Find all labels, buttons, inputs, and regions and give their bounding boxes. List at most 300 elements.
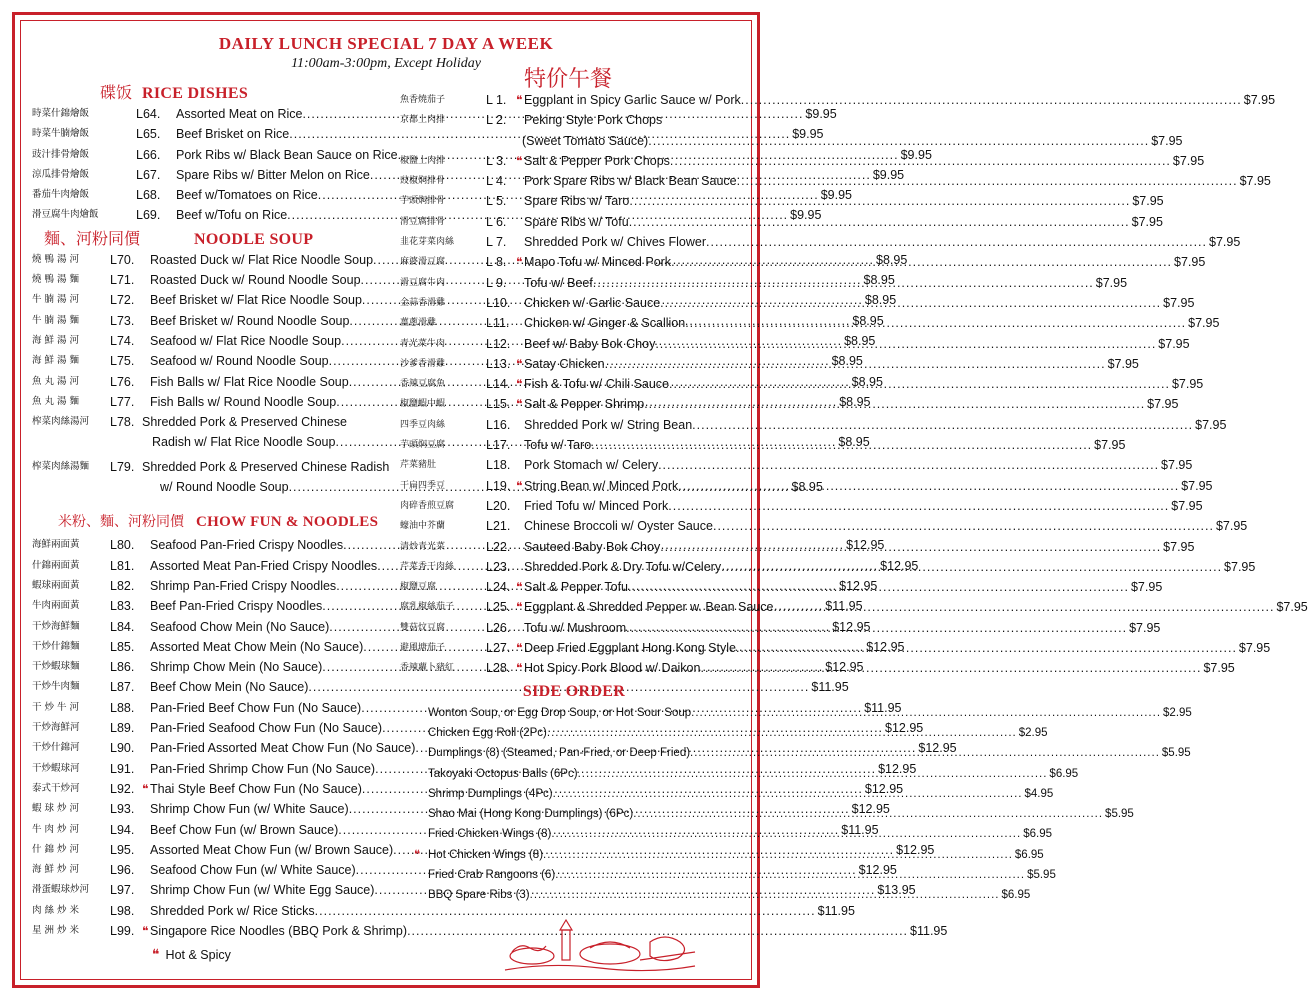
item-name [516,293,1161,313]
item-name [516,252,1172,272]
side-item-price: $6.95 [1023,828,1052,841]
menu-item[interactable] [400,415,1227,435]
item-cn: 蝦 球 炒 河 [32,803,80,815]
item-name-text: Salt & Pepper Tofu [524,580,629,595]
item-cn: 麻婆滑豆腐 [400,257,446,268]
item-cn: 涼瓜排骨燴飯 [32,168,90,180]
item-price: $7.95 [1107,356,1139,371]
item-code: L90. [110,741,135,756]
item-price: $12.95 [825,660,864,675]
item-cn: 韭花芽菜肉絲 [400,237,455,248]
item-name [516,618,1127,638]
item-name-text: Roasted Duck w/ Round Noodle Soup [150,273,361,288]
item-name-line2: (Sweet Tomato Sauce) ..... [522,131,1149,151]
side-item-name-text: Chicken Egg Roll (2Pc) [428,726,547,739]
item-price: $8.95 [844,333,876,348]
pepper-icon: ❝ [516,661,523,676]
item-price: $7.95 [1181,478,1213,493]
item-price: $13.95 [877,883,916,898]
item-name-text: Beef w/Tofu on Rice [176,208,288,223]
item-cn: 金蒜香滑雞 [400,297,446,308]
item-price: $7.95 [1095,275,1128,290]
side-item-name-text: Wonton Soup, or Egg Drop Soup, or Hot Sour Soup [428,706,692,719]
item-code: L69. [136,208,161,223]
item-cn: 芋頭焖豆腐 [400,440,446,451]
item-name-text: Fish Balls w/ Round Noodle Soup [150,394,337,409]
item-code: L15. [486,397,511,412]
menu-item[interactable] [400,496,1203,516]
side-item-price: $5.95 [1105,808,1134,821]
item-cn: 肉 絲 炒 米 [32,904,80,916]
item-code: L 6. [486,214,507,229]
item-name-text: Pan-Fried Beef Chow Fun (No Sauce) [150,700,362,715]
item-price: $7.95 [1171,498,1203,513]
item-name-text: Tofu w/ Mushroom [524,620,627,635]
item-name-text: Tofu w/ Taro [524,438,592,453]
item-price: $8.95 [852,313,884,328]
item-price: $7.95 [1172,153,1205,168]
menu-item[interactable] [32,457,390,477]
item-name [516,90,1242,110]
item-code: L 9. [486,275,507,290]
item-cn: 青光菜牛肉 [400,338,446,349]
item-name-text: Eggplant in Spicy Garlic Sauce w/ Pork [524,93,741,107]
menu-item[interactable] [32,921,948,941]
item-price: $11.95 [817,903,855,918]
item-name-text: Shredded Pork w/ String Bean [524,417,693,432]
item-price: $9.95 [790,208,822,223]
item-code: L76. [110,374,135,389]
item-cn: 魚香燒茄子 [400,95,446,105]
item-code: L24. [486,580,511,595]
side-item-name [428,804,1103,824]
noodle-section-title: NOODLE SOUP [194,230,314,248]
item-code: L85. [110,639,135,654]
item-cn: 清炒青光菜 [400,541,446,552]
item-name-text: Hot Spicy Pork Blood w/ Daikon [524,661,701,676]
pepper-icon: ❝ [516,153,523,168]
item-name-text: Fish Balls w/ Flat Rice Noodle Soup [150,374,349,389]
noodle-section-cn: 麵、河粉同價 [44,228,141,248]
item-cn: 榨菜肉絲湯麵 [32,460,90,472]
item-name [516,354,1106,374]
item-code: L93. [110,802,135,817]
item-price: $12.95 [880,558,919,573]
item-code: L83. [110,599,135,614]
item-price: $9.95 [792,127,824,142]
pepper-icon: ❝ [516,580,523,595]
item-price: $12.95 [866,639,905,654]
item-code: L84. [110,619,135,634]
item-cn: 干炒什錦麵 [32,640,80,652]
item-cn: 榨菜肉絲湯河 [32,416,90,428]
item-price: $11.95 [825,599,863,614]
pepper-icon: ❝ [516,93,523,107]
item-name-text: Beef Pan-Fried Crispy Noodles [150,599,323,614]
item-code: L94. [110,822,135,837]
side-item-name-text: Shrimp Dumplings (4Pc) [428,787,553,800]
item-name [516,455,1159,475]
item-name-text: Spare Ribs w/ Bitter Melon on Rice [176,167,370,182]
menu-item[interactable] [32,901,855,921]
item-name-text: Seafood Pan-Fried Crispy Noodles [150,538,344,553]
item-code: L87. [110,680,135,695]
item-cn: 椒鹽上肉排 [400,155,446,166]
item-price: $7.95 [1130,580,1163,595]
item-name-text: Shrimp Chow Mein (No Sauce) [150,660,323,675]
item-price: $7.95 [1224,559,1256,574]
item-name-text: Sauteed Baby Bok Choy [524,539,661,554]
item-name [516,597,1274,617]
item-price: $8.95 [864,293,897,308]
item-name-text: Shrimp Pan-Fried Crispy Noodles [150,578,337,593]
menu-item[interactable] [400,455,1193,475]
menu-title: DAILY LUNCH SPECIAL 7 DAY A WEEK [218,34,554,53]
item-name [516,394,1145,414]
item-name-text: Fish & Tofu w/ Chili Sauce [524,377,669,392]
side-item-name [428,703,1161,723]
item-price: $12.95 [832,619,871,634]
side-item-name [428,764,1047,784]
item-name-text: Chinese Broccoli w/ Oyster Sauce [524,519,713,534]
side-item-name [428,865,1025,885]
item-name [516,435,1092,455]
pepper-icon: ❝ [142,923,149,938]
item-name [516,638,1237,658]
item-cn: 四季豆肉絲 [400,419,446,430]
item-code: L 7. [486,235,507,250]
item-cn: 燒 鴨 湯 河 [32,253,80,265]
item-code: L 3. [486,153,507,168]
item-price: $7.95 [1188,316,1220,331]
side-item-name-text: Fried Chicken Wings (8) [428,828,552,841]
item-name-text: Chicken w/ Garlic Sauce [524,295,661,310]
item-code: L27. [486,641,511,656]
item-name-text: Fried Tofu w/ Minced Pork [524,498,669,513]
item-cn: 滑豆腐牛肉 [400,277,446,288]
item-code: L26. [486,620,511,635]
item-cn: 海 鮮 湯 麵 [32,355,80,367]
item-name-text: Eggplant & Shredded Pepper w. Bean Sauce [524,600,774,615]
side-item-name [428,885,999,905]
item-price: $8.95 [791,480,823,495]
side-item-price: $5.95 [1161,747,1191,760]
item-code: L89. [110,721,135,736]
item-name-text: Tofu w/ Beef [524,275,593,290]
item-code: L18. [486,458,511,473]
item-code: L68. [136,188,161,203]
menu-item[interactable] [400,516,1248,536]
item-name-text: Shrimp Chow Fun (w/ White Sauce) [150,802,349,817]
pepper-icon: ❝ [516,356,523,371]
item-code: L79. [110,459,135,474]
item-name-text: Beef w/ Baby Bok Choy [524,336,656,351]
item-code: L78. [110,415,135,430]
item-name-text: Pork Stomach w/ Celery [524,458,659,473]
item-cn: 時菜什錦燴飯 [32,108,90,119]
item-cn: 星 洲 炒 米 [32,924,80,936]
item-cn: 香辣蘿卜豬紅 [400,663,455,674]
item-code: L99. [110,923,135,938]
item-name-text: Beef Chow Fun (w/ Brown Sauce) [150,822,339,837]
item-name-text: Pan-Fried Seafood Chow Fun (No Sauce) [150,721,383,736]
item-price: $12.95 [846,538,885,553]
item-cn: 芹菜香干肉絲 [400,561,455,572]
item-name-text: String Bean w/ Minced Pork [524,478,679,493]
item-code: L 1. [486,93,507,107]
item-name [516,476,1179,496]
item-code: L64. [136,107,161,121]
item-code: L 2. [486,113,507,128]
side-item-price: $5.95 [1027,868,1056,881]
item-cn: 干炒蝦球麵 [32,661,80,673]
item-price: $9.95 [900,147,932,162]
item-price: $7.95 [1195,417,1227,432]
item-price: $12.95 [858,863,897,878]
chowfun-section-cn: 米粉、麵、河粉同價 [58,514,184,531]
item-code: L 8. [486,255,507,270]
item-code: L14. [486,377,511,392]
item-price: $7.95 [1094,438,1126,453]
item-cn: 椒鹽蝦中蝦 [400,399,446,410]
rice-section-cn: 碟饭 [100,83,133,102]
item-name-text: Pork Spare Ribs w/ Black Bean Sauce [524,174,737,189]
item-cn: 魚 丸 湯 麵 [32,395,80,407]
item-price: $7.95 [1276,600,1308,615]
item-cn: 魚 丸 湯 河 [32,375,80,387]
item-name-line2: w/ Round Noodle Soup ..... [160,477,790,497]
item-price: $7.95 [1147,397,1179,412]
item-code: L25. [486,600,511,615]
item-cn: 時菜牛腩燴飯 [32,128,90,140]
item-price: $7.95 [1129,620,1161,635]
item-price: $7.95 [1158,336,1190,351]
item-cn: 芋頭焖排骨 [400,196,446,207]
pepper-icon: ❝ [516,600,523,615]
side-item-name [428,723,1017,743]
item-cn: 蝦球兩面黃 [32,579,80,591]
item-cn: 番茄牛肉燴飯 [32,189,90,201]
item-price: $12.95 [885,721,924,736]
item-cn: 海 鮮 湯 河 [32,334,80,346]
item-name [516,313,1186,333]
pepper-icon: ❝ [516,377,523,392]
item-code: L82. [110,578,135,593]
item-cn: 滑豆腐排骨 [400,216,446,227]
item-cn: 牛 腩 湯 河 [32,294,80,306]
item-cn: 燒 鴨 湯 麵 [32,274,80,286]
pepper-icon: ❝ [516,641,523,656]
item-cn: 什 錦 炒 河 [32,843,80,855]
chowfun-section-header [32,511,380,535]
item-price: $7.95 [1132,194,1164,209]
item-code: L86. [110,660,135,675]
menu-item[interactable] [400,90,1276,110]
item-name-text: Beef Brisket on Rice [176,127,290,142]
item-name [516,658,1201,678]
item-code: L67. [136,167,161,182]
item-price: $11.95 [811,680,849,695]
item-price: $11.95 [910,923,948,938]
item-name-text: Pan-Fried Shrimp Chow Fun (No Sauce) [150,761,376,776]
menu-item[interactable] [32,412,380,432]
side-item-name-text: Takoyaki Octopus Balls (6Pc) [428,767,578,780]
item-name: Shredded Pork & Preserved Chinese Radish [142,459,390,474]
item-cn: 干炒什錦河 [32,742,80,754]
item-price: $8.95 [831,354,863,369]
item-code: L23. [486,559,511,574]
item-code: L81. [110,558,135,573]
item-cn: 泰式干炒河 [32,782,80,794]
item-price: $7.95 [1163,295,1195,310]
item-code: L98. [110,903,135,918]
item-cn: 肉碎香煎豆腐 [400,500,455,511]
item-name-text: Assorted Meat Chow Fun (w/ Brown Sauce) [150,842,394,857]
item-name-text: Beef Brisket w/ Round Noodle Soup [150,313,350,328]
item-name-text: Chicken w/ Ginger & Scallion [524,316,686,331]
item-cn: 京都上肉排 [400,115,446,126]
item-name-text: Singapore Rice Noodles (BBQ Pork & Shrimp) [150,923,408,938]
menu-item[interactable] [400,232,1241,252]
item-name-text: Pork Ribs w/ Black Bean Sauce on Rice [176,147,398,162]
item-cn: 牛 肉 炒 河 [32,823,80,835]
item-name-line2: Radish w/ Flat Rice Noodle Soup ..... [152,432,836,452]
lunch-special-cn-title: 特价午餐 [524,67,613,92]
item-code: L73. [110,313,135,328]
item-name-text: Shredded Pork w/ Chives Flower [524,235,707,250]
side-item-name-text: Fried Crab Rangoons (6) [428,868,556,881]
item-price: $12.95 [896,842,935,857]
item-cn: 滑豆腐牛肉燴飯 [32,209,99,221]
side-item-price: $6.95 [1049,767,1079,780]
item-cn: 滑蛋蝦球炒河 [32,884,90,896]
item-name-text: Salt & Pepper Shrimp [524,397,645,412]
item-price: $7.95 [1161,458,1193,473]
item-price: $11.95 [841,822,879,837]
item-code: L91. [110,761,135,776]
side-item-price: $6.95 [1001,889,1031,902]
item-price: $7.95 [1131,214,1163,229]
item-cn: 豉汁排骨燴飯 [32,148,90,160]
item-code: L97. [110,883,135,898]
item-code: L17. [486,438,511,453]
item-code: L72. [110,293,135,308]
pepper-icon: ❝ [142,781,149,796]
item-price: $12.95 [839,578,878,593]
item-name-text: Beef w/Tomatoes on Rice [176,188,318,203]
item-name [516,516,1214,536]
item-cn: 香辣豆腐魚 [400,379,446,390]
item-code: L65. [136,127,161,142]
item-cn: 薑蔥滑雞 [400,318,437,329]
pepper-icon: ❝ [516,397,523,412]
item-name [516,232,1207,252]
item-price: $7.95 [1209,235,1241,250]
side-item-price: $6.95 [1014,848,1044,861]
item-price: $12.95 [864,781,904,796]
rice-section-header [32,80,380,104]
item-cn: 豉椒焖排骨 [400,176,446,187]
item-name-text: Seafood Chow Mein (No Sauce) [150,619,330,634]
item-name-text: Peking Style Pork Chops [524,113,663,128]
item-name-text: Deep Fried Eggplant Hong Kong Style [524,641,736,656]
item-name-text: Assorted Meat on Rice [176,107,303,121]
item-code: L19. [486,478,511,493]
item-price: $7.95 [1171,377,1204,392]
pepper-icon: ❝ [414,848,421,861]
item-name [516,496,1169,516]
item-price: $7.95 [1174,255,1206,270]
item-code: L16. [486,417,511,432]
item-price: $12.95 [878,761,917,776]
side-item-name [428,824,1021,844]
item-cn: 干炒海鮮河 [32,722,80,734]
item-price: $7.95 [1243,93,1276,107]
side-order-title: SIDE ORDER [522,682,626,700]
item-cn: 什錦兩面黃 [32,559,80,571]
item-name [516,334,1156,354]
item-name: Shredded Pork & Preserved Chinese [142,415,347,430]
item-price: $12.95 [851,802,890,817]
item-cn: 避風塘茄子 [400,643,446,654]
item-code: L66. [136,147,161,162]
item-name [516,171,1238,191]
item-name-text: Shrimp Chow Fun (w/ White Egg Sauce) [150,883,375,898]
item-code: L11. [486,316,510,331]
item-name-text: Seafood w/ Flat Rice Noodle Soup [150,333,342,348]
item-cn: 芹菜豬肚 [400,460,437,471]
item-cn: 椒鹽豆腐 [400,582,437,593]
item-name-text: Satay Chicken [524,356,605,371]
item-price: $8.95 [863,273,895,288]
item-code: L74. [110,333,135,348]
item-name-text: Shredded Pork w/ Rice Sticks [150,903,315,918]
side-item-name-text: Shao Mai (Hong Kong Dumplings) (6Pc) [428,808,634,821]
noodle-section-header [32,226,380,250]
side-item-name-text: BBQ Spare Ribs (3) [428,889,530,902]
item-cn: 干 炒 牛 河 [32,701,80,713]
item-name [516,273,1094,293]
item-code: L70. [110,252,135,267]
item-code: L75. [110,354,135,369]
item-code: L20. [486,498,511,513]
item-name-text: Pan-Fried Assorted Meat Chow Fun (No Sauce) [150,741,416,756]
pepper-icon: ❝ [152,946,160,962]
chowfun-section-title: CHOW FUN & NOODLES [196,514,379,531]
item-name [516,191,1130,211]
item-price: $8.95 [838,435,870,450]
item-cn: 沙爹香滑雞 [400,358,446,369]
side-item-price: $2.95 [1018,726,1048,739]
food-illustration-icon [500,912,700,982]
item-price: $8.95 [851,374,883,389]
side-item-name [428,743,1160,763]
side-item-name [428,784,1022,804]
item-cn: 海鮮兩面黃 [32,539,80,551]
side-order-header [400,683,748,701]
item-price: $7.95 [1151,133,1183,148]
item-name-text: Spare Ribs w/ Taro [524,194,630,209]
menu-item[interactable] [400,110,748,130]
item-price: $7.95 [1238,641,1271,656]
item-name-text: Thai Style Beef Chow Fun (No Sauce) [150,781,362,796]
item-cn: 干扁四季豆 [400,480,446,491]
item-name [516,577,1129,597]
item-price: $11.95 [864,700,902,715]
item-price: $9.95 [872,167,905,182]
item-name-text: Spare Ribs w/ Tofu [524,214,629,229]
item-code: L13. [486,356,511,371]
